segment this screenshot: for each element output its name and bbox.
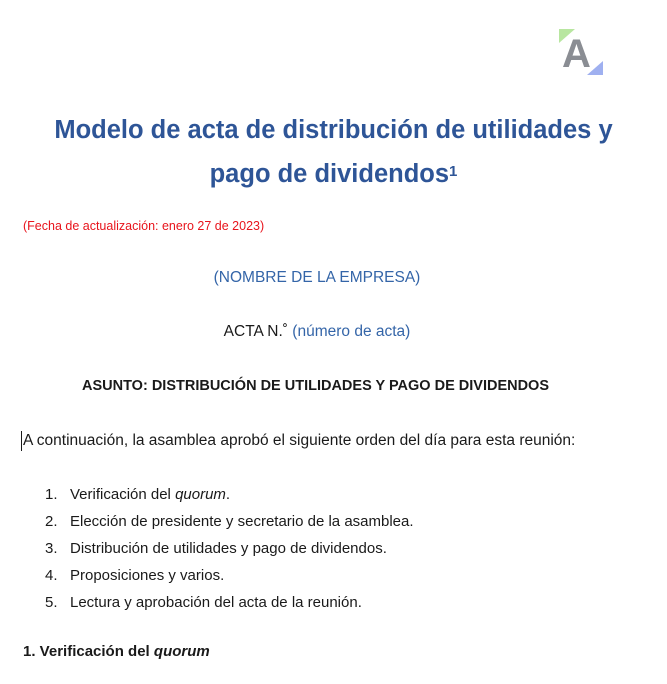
list-item <box>45 566 414 593</box>
list-item-text: Verificación del quorum. <box>70 486 231 503</box>
list-item <box>45 539 414 566</box>
text-cursor <box>21 431 22 451</box>
list-item-number: 2. <box>45 513 58 530</box>
document-title <box>0 108 667 196</box>
title-line-2 <box>0 152 667 196</box>
intro-paragraph[interactable]: A continuación, la asamblea aprobó el siguiente orden del día para esta reunión: <box>23 432 576 449</box>
list-item <box>45 485 414 512</box>
logo-letter: A <box>562 32 591 76</box>
acta-number-placeholder: (número de acta) <box>292 323 411 340</box>
list-item-text: Proposiciones y varios. <box>70 567 225 584</box>
list-item-text: Elección de presidente y secretario de la asamblea. <box>70 513 414 530</box>
list-item-number: 5. <box>45 594 58 611</box>
list-item-italic: quorum <box>175 486 226 503</box>
section-heading-1: 1. Verificación del quorum <box>23 643 210 660</box>
list-item-number: 1. <box>45 486 58 503</box>
subject-heading: ASUNTO: DISTRIBUCIÓN DE UTILIDADES Y PAGO DE DIVIDENDOS <box>82 378 550 394</box>
title-line-2-text: pago de dividendos <box>209 160 450 188</box>
list-item-number: 3. <box>45 540 58 557</box>
title-footnote-marker[interactable]: 1 <box>449 163 458 180</box>
list-item <box>45 512 414 539</box>
title-line-1: Modelo de acta de distribución de utilidades y <box>54 116 613 144</box>
section-heading-italic: quorum <box>153 643 210 660</box>
acta-label: ACTA N.˚ <box>223 323 288 340</box>
letter-a-logo-icon <box>557 27 605 77</box>
update-date: (Fecha de actualización: enero 27 de 2023) <box>23 219 265 233</box>
list-item-text: Distribución de utilidades y pago de dividendos. <box>70 540 387 557</box>
list-item-text: Lectura y aprobación del acta de la reunión. <box>70 594 362 611</box>
company-name-placeholder: (NOMBRE DE LA EMPRESA) <box>213 269 421 286</box>
list-item-number: 4. <box>45 567 58 584</box>
agenda-list <box>45 485 414 620</box>
list-item <box>45 593 414 620</box>
acta-number-line <box>0 323 634 341</box>
